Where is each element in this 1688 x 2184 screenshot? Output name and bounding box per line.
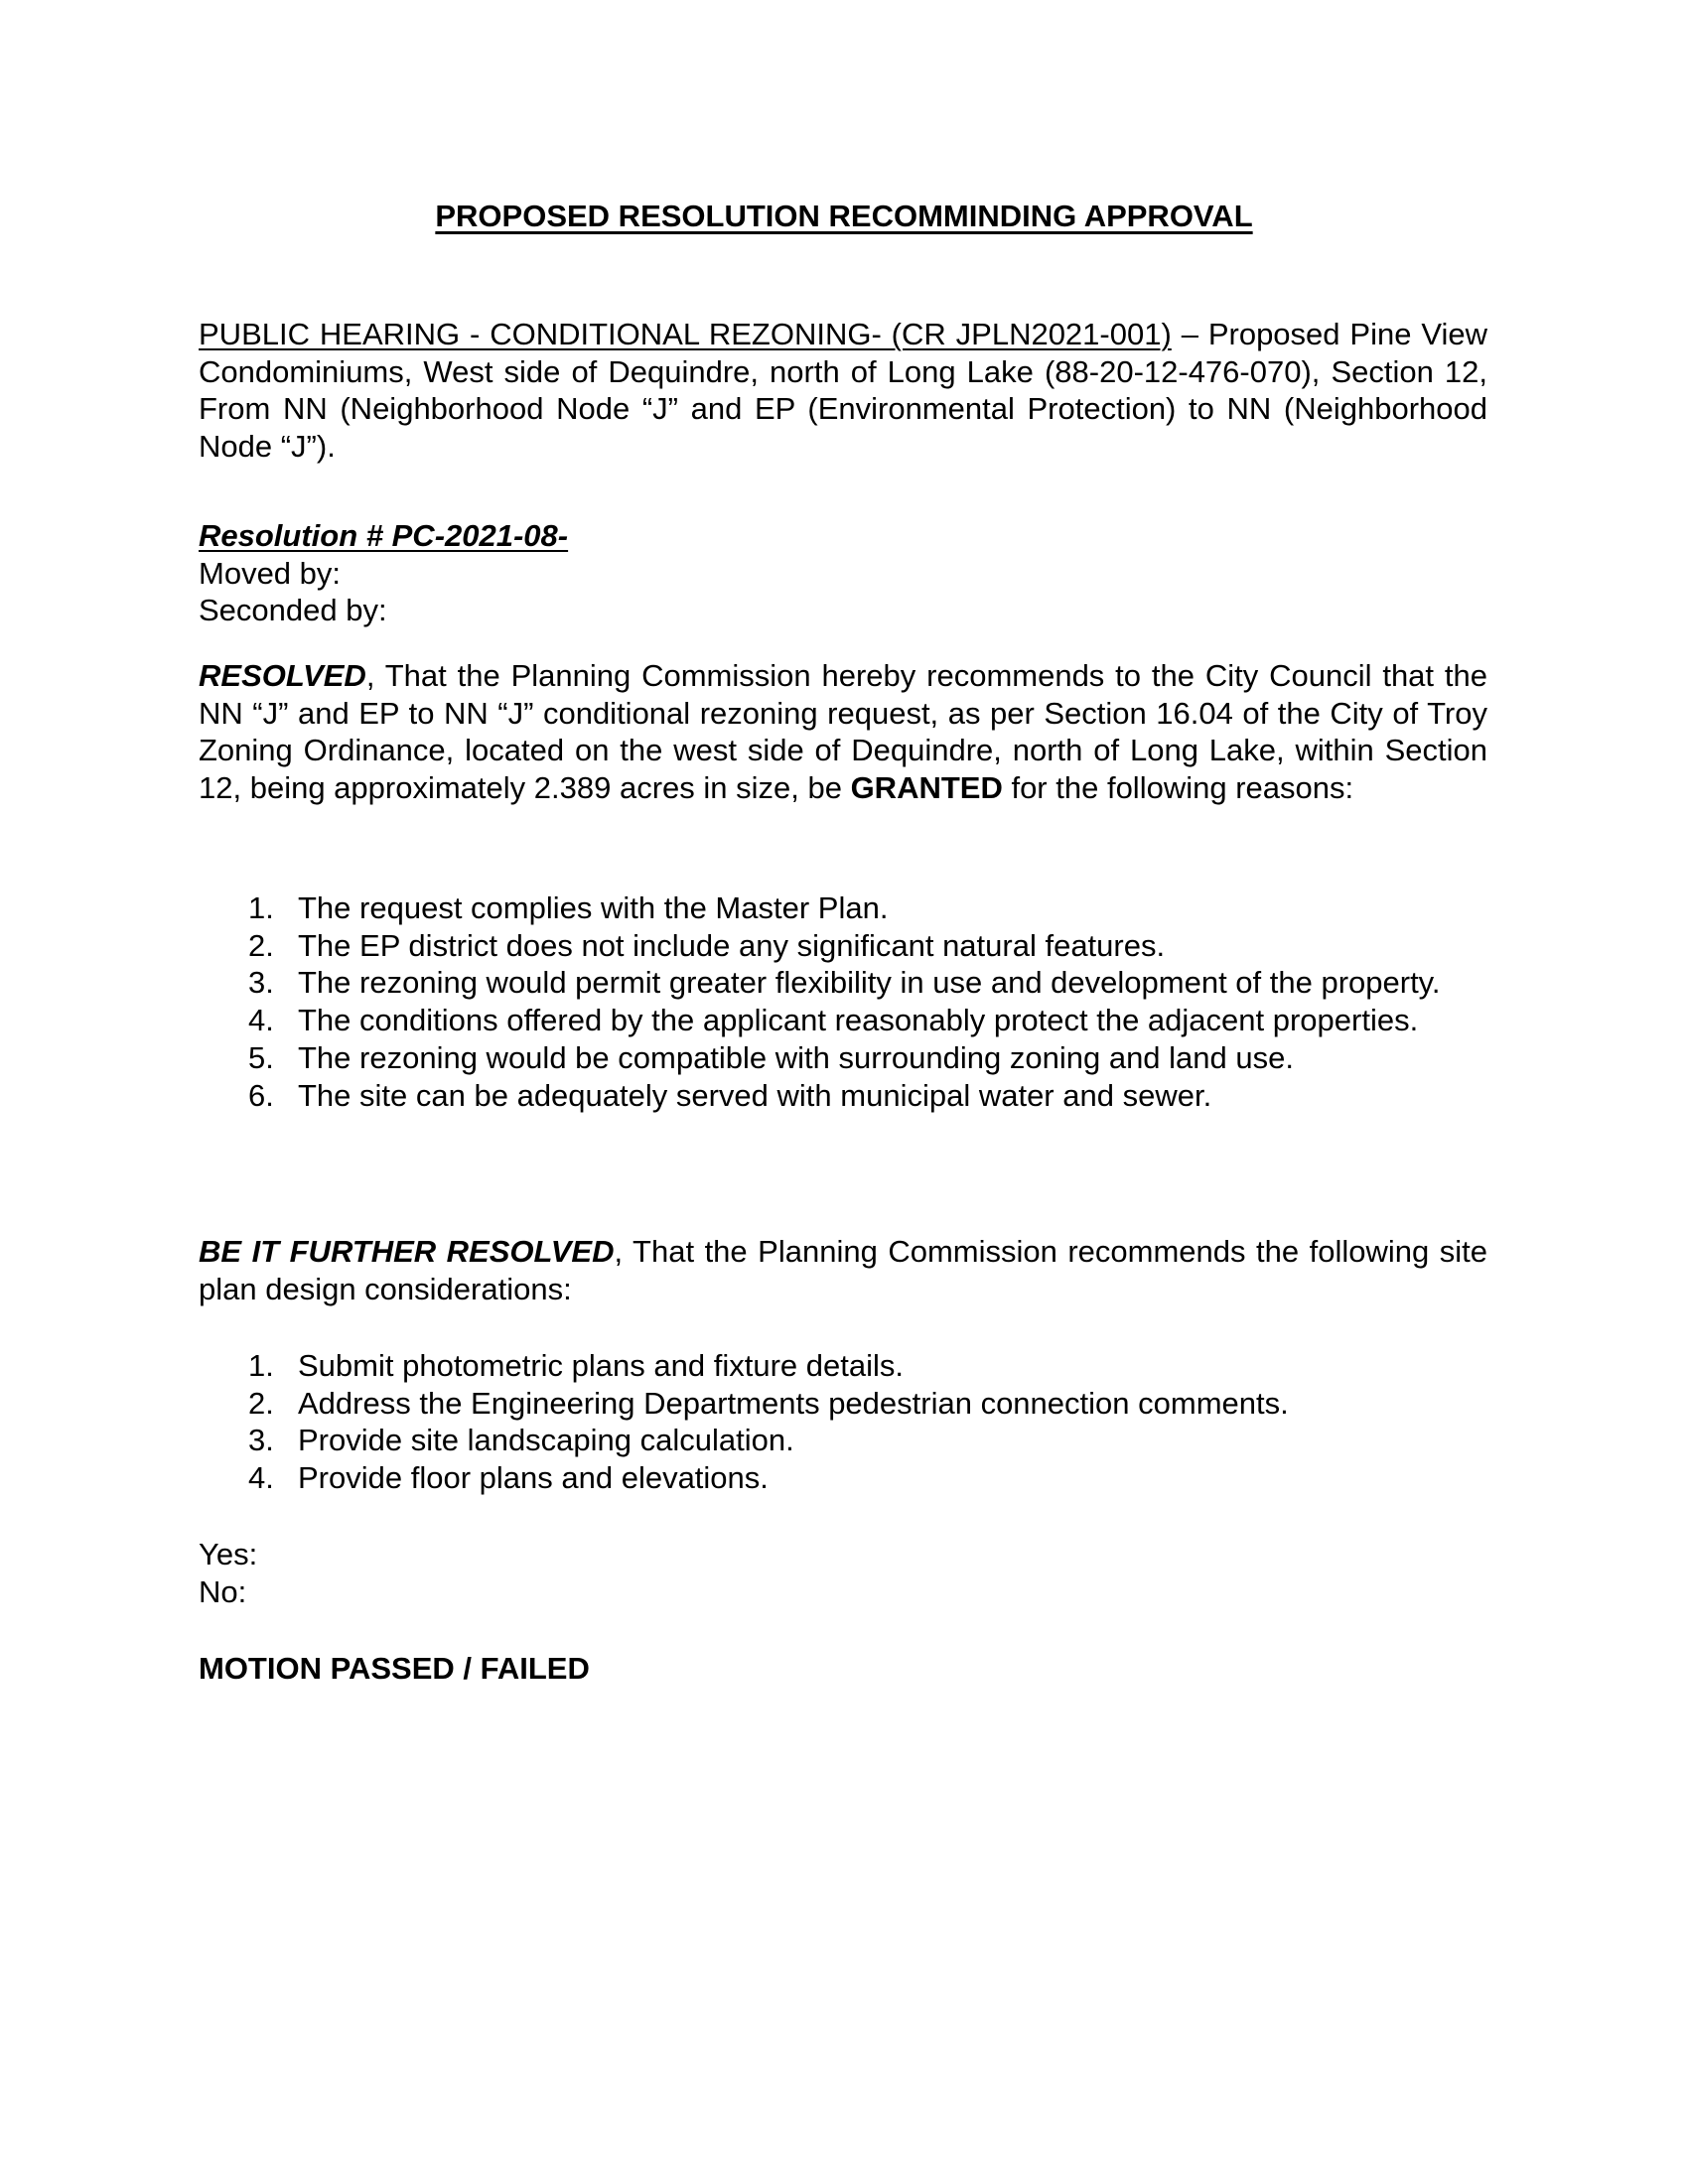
list-item <box>248 889 1487 927</box>
moved-by-label: Moved by: <box>199 555 342 591</box>
vote-block <box>199 1536 1487 1610</box>
resolution-number: Resolution # PC-2021-08- <box>199 518 569 553</box>
list-item <box>248 1422 1487 1459</box>
list-number: 4. <box>248 1003 274 1038</box>
list-number: 1. <box>248 890 274 925</box>
list-item <box>248 1002 1487 1039</box>
list-text: The site can be adequately served with municipal water and sewer. <box>298 1077 1212 1113</box>
motion-status: MOTION PASSED / FAILED <box>199 1651 590 1686</box>
list-number: 1. <box>248 1348 274 1383</box>
list-item <box>248 1459 1487 1497</box>
further-resolved-text: , That the Planning Commission recommends the following site plan design considerations: <box>199 1234 1487 1306</box>
list-text: The rezoning would permit greater flexibility in use and development of the property. <box>298 965 1441 1001</box>
seconded-by-label: Seconded by: <box>199 593 387 628</box>
public-hearing-heading: PUBLIC HEARING - CONDITIONAL REZONING- (CR JPLN2021-001) <box>199 317 1172 351</box>
list-number: 6. <box>248 1077 274 1113</box>
resolution-block <box>199 517 1487 629</box>
list-item <box>248 927 1487 965</box>
public-hearing-paragraph <box>199 316 1487 466</box>
yes-label: Yes: <box>199 1537 258 1571</box>
no-label: No: <box>199 1573 247 1609</box>
resolved-text-before: , That the Planning Commission hereby recommends to the City Council that the NN “J” and EP to NN “J” conditional rezoning request, as per Section 16.04 of the City of Troy Zoning Ordinance, located on the west side of Dequindre, north of Long Lake, within Section 12, being approximately 2.389 acres in size, be <box>199 658 1487 806</box>
considerations-list <box>248 1347 1487 1497</box>
resolved-paragraph <box>199 657 1487 807</box>
list-text: The conditions offered by the applicant reasonably protect the adjacent properties. <box>298 1003 1419 1038</box>
list-text: Address the Engineering Departments pedestrian connection comments. <box>298 1385 1289 1421</box>
list-item <box>248 964 1487 1002</box>
title-text: PROPOSED RESOLUTION RECOMMINDING APPROVAL <box>435 199 1253 233</box>
list-text: Provide site landscaping calculation. <box>298 1423 794 1458</box>
list-text: Provide floor plans and elevations. <box>298 1460 769 1496</box>
further-resolved-paragraph <box>199 1233 1487 1307</box>
list-item <box>248 1385 1487 1423</box>
further-resolved-lead: BE IT FURTHER RESOLVED <box>199 1234 615 1269</box>
list-number: 5. <box>248 1039 274 1075</box>
list-number: 2. <box>248 1385 274 1421</box>
list-number: 4. <box>248 1460 274 1496</box>
list-item <box>248 1039 1487 1077</box>
list-text: The request complies with the Master Plan. <box>298 890 889 925</box>
list-number: 3. <box>248 965 274 1001</box>
granted-label: GRANTED <box>850 770 1003 806</box>
reasons-list <box>248 889 1487 1114</box>
list-item <box>248 1077 1487 1115</box>
list-item <box>248 1347 1487 1385</box>
document-title <box>0 198 1688 235</box>
list-text: The rezoning would be compatible with surrounding zoning and land use. <box>298 1039 1294 1075</box>
list-text: The EP district does not include any significant natural features. <box>298 927 1166 963</box>
resolved-text-after: for the following reasons: <box>1002 770 1354 806</box>
list-number: 3. <box>248 1423 274 1458</box>
list-text: Submit photometric plans and fixture details. <box>298 1348 904 1383</box>
list-number: 2. <box>248 927 274 963</box>
resolved-lead: RESOLVED <box>199 658 366 693</box>
public-hearing-text: – Proposed Pine View Condominiums, West side of Dequindre, north of Long Lake (88-20-12-476-070), Section 12, From NN (Neighborhood Node “J” and EP (Environmental Protection) to NN (Neighborhood Node “J”). <box>199 317 1487 465</box>
